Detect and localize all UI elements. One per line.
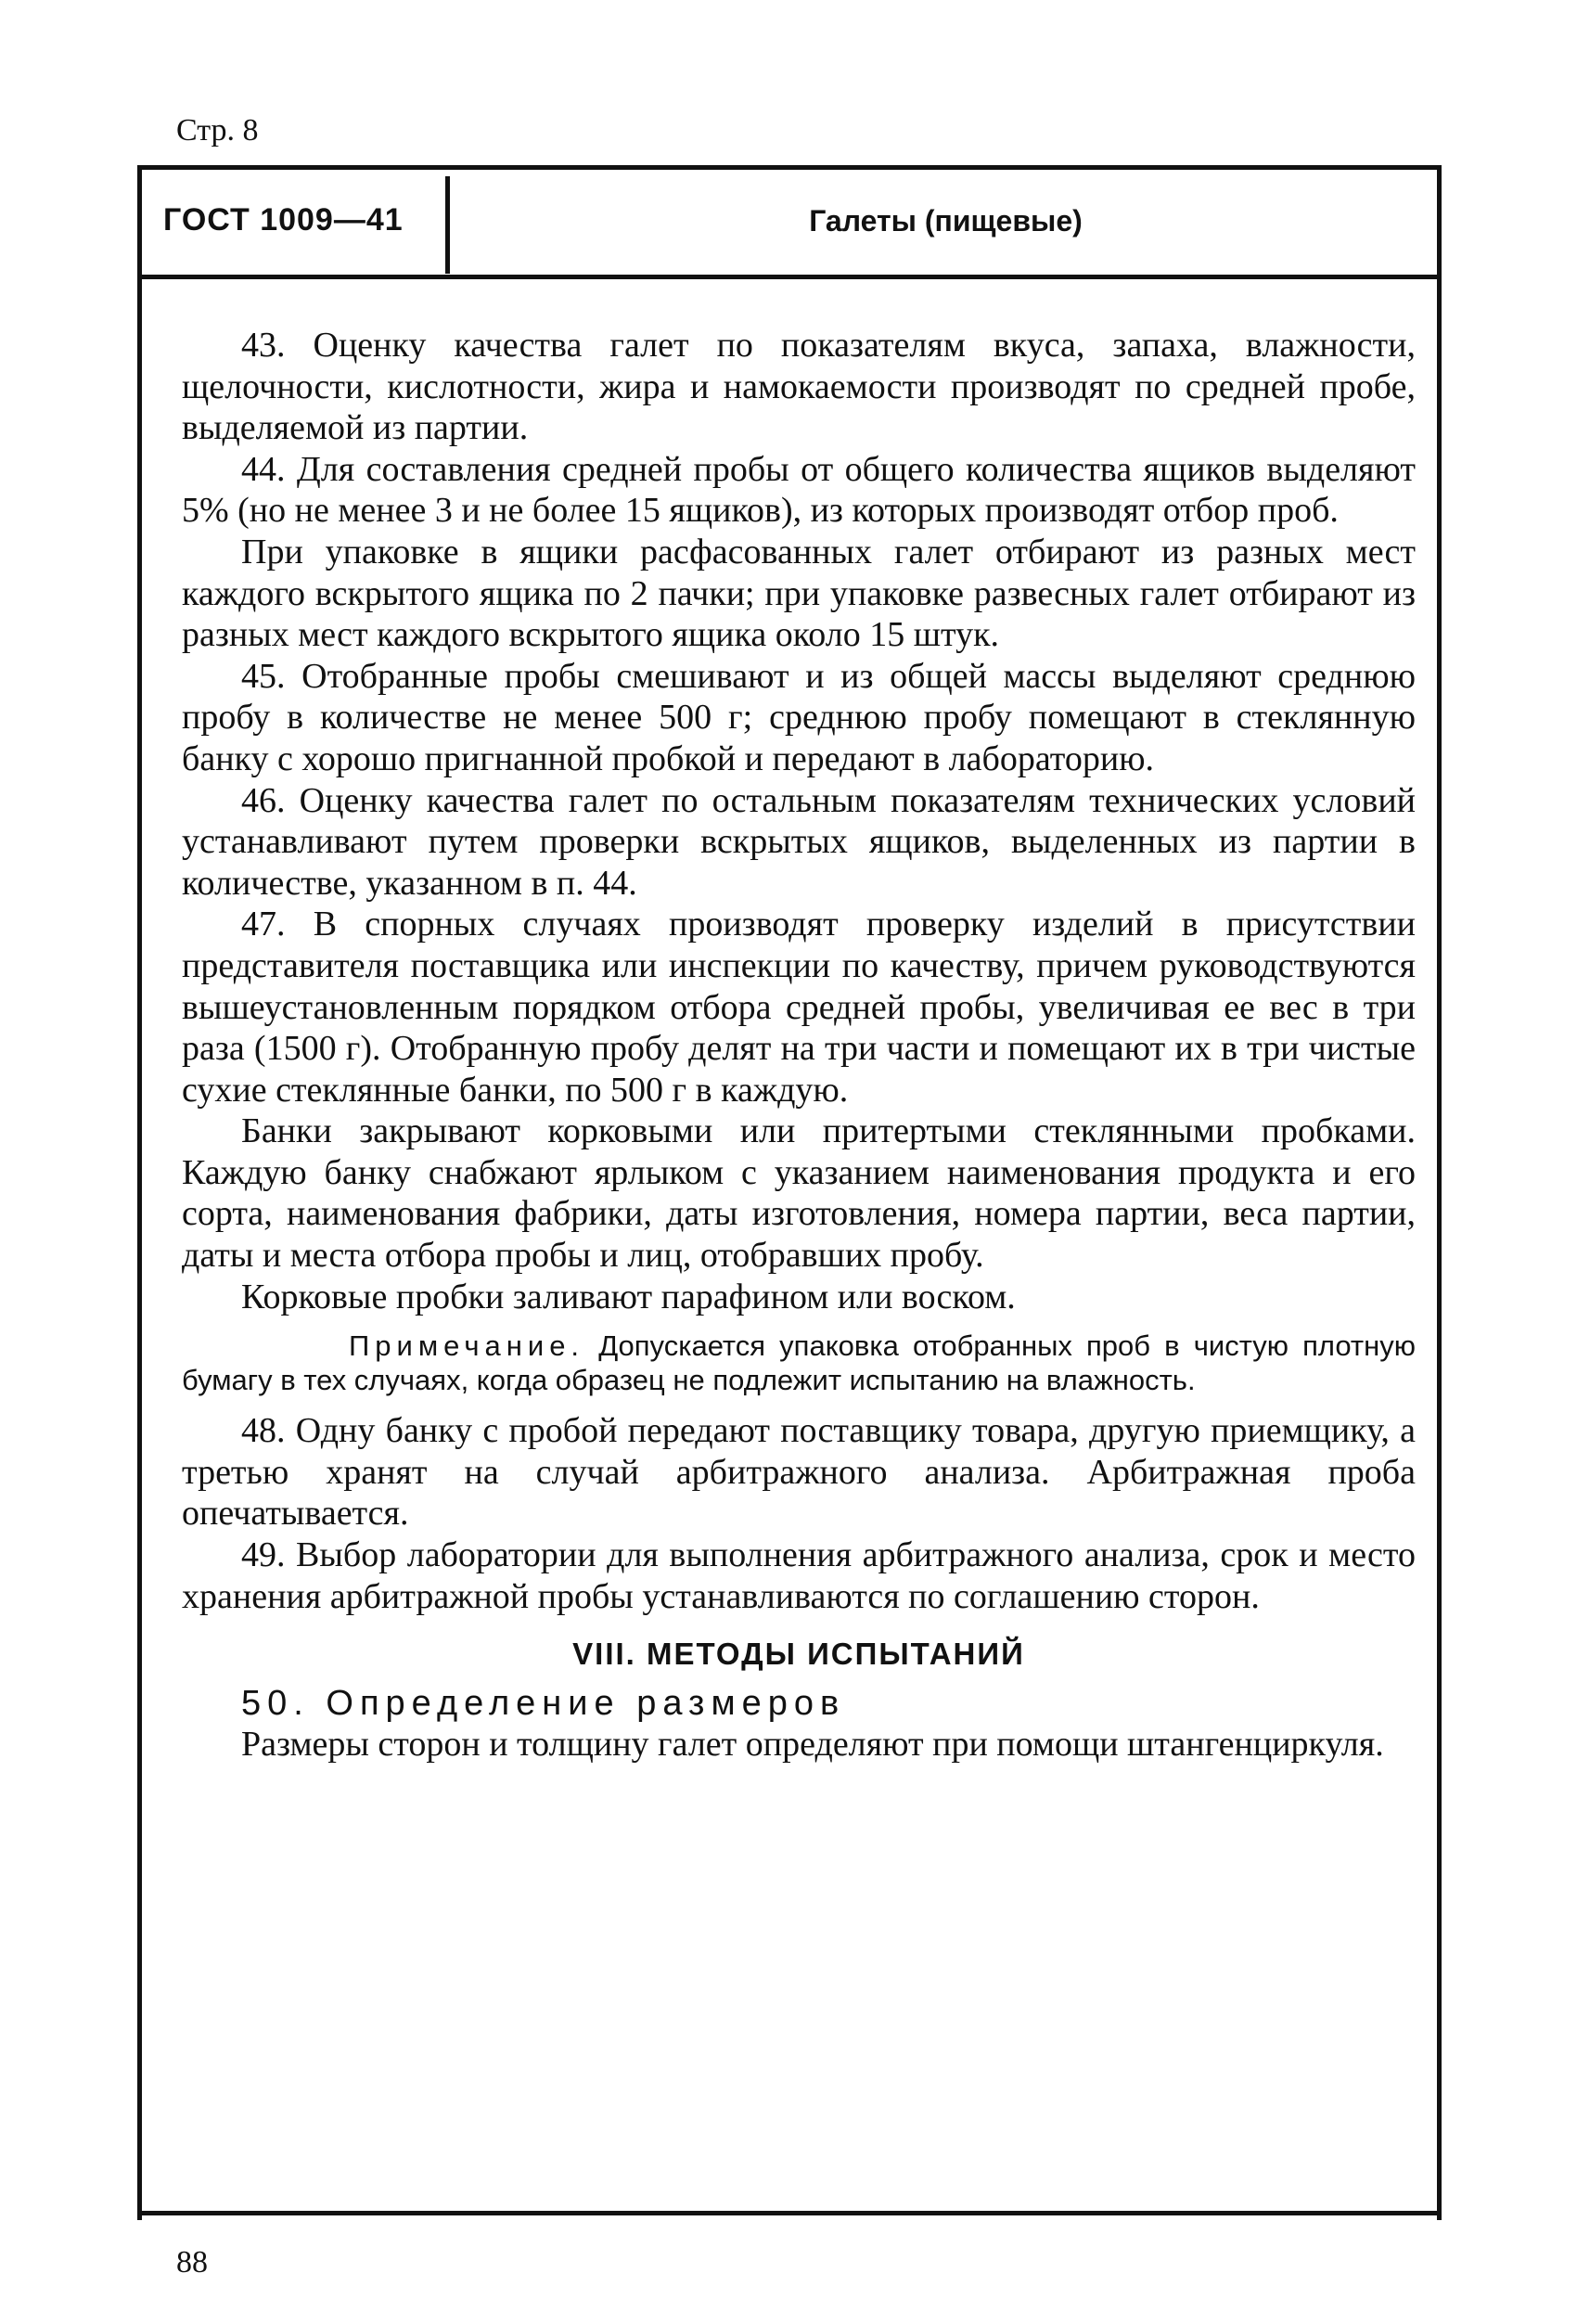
- header-rule: [137, 275, 1442, 279]
- page-label: Стр. 8: [176, 113, 259, 148]
- section-heading: VIII. МЕТОДЫ ИСПЫТАНИЙ: [572, 1637, 1025, 1672]
- paragraph-44: 44. Для составления средней пробы от общего количества ящиков выделяют 5% (но не менее 3 и не более 15 ящиков), из которых производят отбор проб.: [182, 449, 1416, 531]
- subsection-title: Определение размеров: [326, 1683, 846, 1723]
- paragraph-47: 47. В спорных случаях производят проверку изделий в присутствии представителя поставщика или инспекции по качеству, причем руководствуются вышеустановленным порядком отбора средней пробы, увеличивая ее вес в три раза (1500 г). Отобранную пробу делят на три части и помещают их в три чистые сухие стеклянные банки, по 500 г в каждую.: [182, 905, 1416, 1110]
- bottom-rule: [137, 2211, 1442, 2215]
- note: [182, 1329, 1416, 1397]
- page-number: 88: [176, 2245, 208, 2279]
- top-rule: [137, 165, 1442, 170]
- standard-number: ГОСТ 1009—41: [163, 202, 404, 238]
- note-text: Допускается упаковка отобранных проб в чистую плотную бумагу в тех случаях, когда образец не подлежит испытанию на влажность.: [182, 1329, 1416, 1397]
- paragraph-43: 43. Оценку качества галет по показателям вкуса, запаха, влажности, щелочности, кислотности, жира и намокаемости производят по средней пробе, выделяемой из партии.: [182, 326, 1416, 448]
- note-label: Примечание.: [349, 1329, 585, 1363]
- subsection-heading: [182, 1683, 1416, 1725]
- document-title: Галеты (пищевые): [809, 204, 1083, 238]
- paragraph-49: 49. Выбор лаборатории для выполнения арбитражного анализа, срок и место хранения арбитражной пробы устанавливаются по соглашению сторон.: [182, 1535, 1416, 1616]
- paragraph-jars: Банки закрывают корковыми или притертыми стеклянными пробками. Каждую банку снабжают ярлыком с указанием наименования продукта и его сорта, наименования фабрики, даты изготовления, номера партии, веса партии, даты и места отбора пробы и лиц, отобравших пробу.: [182, 1111, 1416, 1276]
- paragraph-48: 48. Одну банку с пробой передают поставщику товара, другую приемщику, а третью хранят на случай арбитражного анализа. Арбитражная проба опечатывается.: [182, 1411, 1416, 1534]
- right-rule: [1437, 165, 1442, 2220]
- paragraph-45: 45. Отобранные пробы смешивают и из общей массы выделяют среднюю пробу в количестве не менее 500 г; среднюю пробу помещают в стеклянную банку с хорошо пригнанной пробкой и передают в лабораторию.: [182, 656, 1416, 778]
- paragraph-packing: При упаковке в ящики расфасованных галет отбирают из разных мест каждого вскрытого ящика по 2 пачки; при упаковке развесных галет отбирают из разных мест каждого вскрытого ящика около 15 штук.: [182, 532, 1416, 655]
- paragraph-46: 46. Оценку качества галет по остальным показателям технических условий устанавливают путем проверки вскрытых ящиков, выделенных из партии в количестве, указанном в п. 44.: [182, 780, 1416, 903]
- paragraph-corks: Корковые пробки заливают парафином или воском.: [241, 1277, 1016, 1316]
- paragraph-final: Размеры сторон и толщину галет определяют при помощи штангенциркуля.: [241, 1725, 1384, 1765]
- document-body: [182, 325, 1416, 1765]
- left-rule: [137, 165, 142, 2220]
- subsection-number: 50.: [241, 1683, 310, 1723]
- document-frame: [137, 165, 1442, 2215]
